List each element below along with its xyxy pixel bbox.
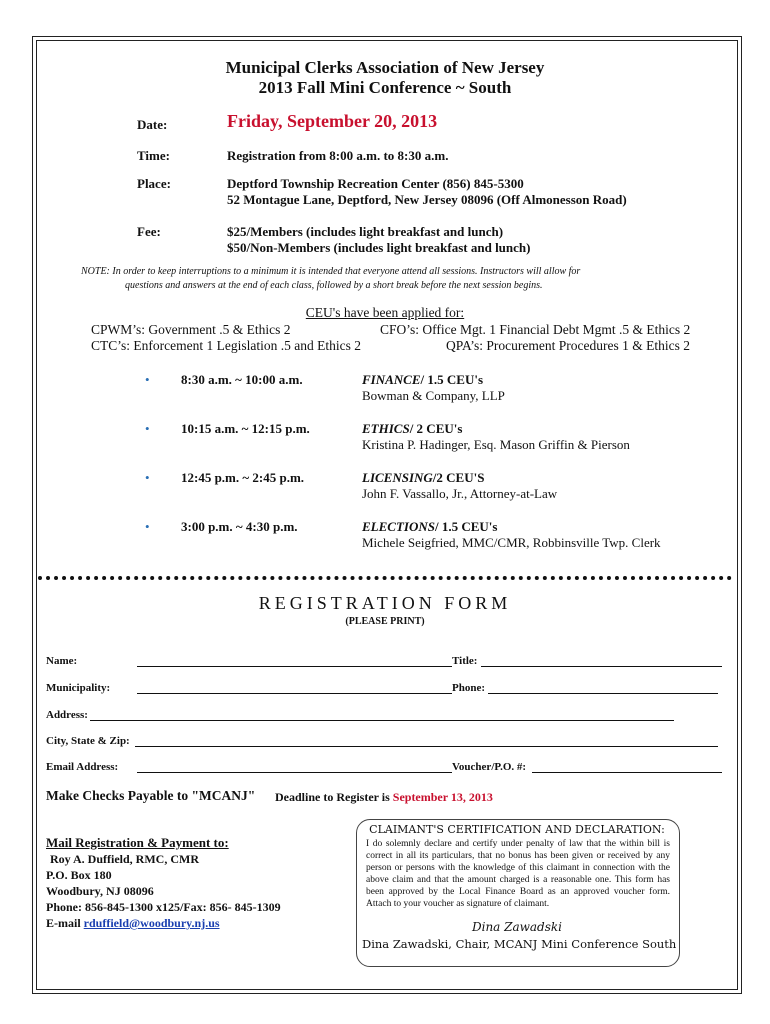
ceu-cfo: CFO’s: Office Mgt. 1 Financial Debt Mgmt .5 & Ethics 2 (380, 322, 691, 337)
claimant-text: I do solemnly declare and certify under penalty of law that the within bill is correct in all its particulars, that no bonus has been given or received by any person or persons with the knowledge of this claimant in connection with the above claim and that the amount charged is a reasonable one. This form has been approved by the Local Finance Board as an approved voucher form. Attach to your voucher as signature of claimant. (366, 839, 670, 909)
place-line-1: Deptford Township Recreation Center (856) 845-5300 (227, 176, 524, 191)
date-value: Friday, September 20, 2013 (227, 111, 438, 131)
bullet-icon: • (145, 519, 150, 534)
fee-line-1: $25/Members (includes light breakfast and lunch) (227, 224, 504, 239)
session-time: 3:00 p.m. ~ 4:30 p.m. (181, 519, 298, 534)
ceu-cpwm: CPWM’s: Government .5 & Ethics 2 (91, 322, 291, 337)
deadline-prefix: Deadline to Register is (275, 790, 390, 804)
claimant-title: CLAIMANT'S CERTIFICATION AND DECLARATION: (369, 823, 665, 836)
phone-field[interactable] (488, 693, 718, 694)
mail-pobox: P.O. Box 180 (46, 868, 112, 882)
claimant-signer: Dina Zawadski, Chair, MCANJ Mini Conference South (362, 937, 677, 951)
session-title (362, 519, 497, 535)
date-label: Date: (137, 117, 168, 132)
bullet-icon: • (145, 421, 150, 436)
checks-payable: Make Checks Payable to "MCANJ" (46, 788, 256, 803)
mail-phone: Phone: 856-845-1300 x125/Fax: 856- 845-1309 (46, 900, 281, 914)
session-credits: / 1.5 CEU's (434, 519, 498, 534)
deadline-date: September 13, 2013 (392, 790, 493, 804)
session-time: 12:45 p.m. ~ 2:45 p.m. (181, 470, 305, 485)
session-title (362, 470, 484, 486)
time-value: Registration from 8:00 a.m. to 8:30 a.m. (227, 148, 449, 163)
voucher-field[interactable] (532, 772, 722, 773)
mail-name: Roy A. Duffield, RMC, CMR (50, 852, 199, 866)
session-subject: LICENSING (362, 470, 433, 485)
ceu-qpa: QPA’s: Procurement Procedures 1 & Ethics 2 (446, 338, 690, 353)
session-instructor: Kristina P. Hadinger, Esq. Mason Griffin & Pierson (362, 437, 630, 452)
session-subject: ETHICS (362, 421, 410, 436)
name-label: Name: (46, 655, 78, 667)
mail-city: Woodbury, NJ 08096 (46, 884, 154, 898)
claimant-signature: Dina Zawadski (471, 920, 563, 934)
session-instructor: John F. Vassallo, Jr., Attorney-at-Law (362, 486, 558, 501)
title-line-2: 2013 Fall Mini Conference ~ South (258, 78, 512, 97)
dotted-separator (38, 576, 732, 580)
ceu-heading: CEU's have been applied for: (305, 305, 465, 320)
note-line-1: NOTE: In order to keep interruptions to a minimum it is intended that everyone attend all sessions. Instructors will allow for (81, 266, 581, 277)
title-label: Title: (452, 655, 478, 667)
mail-heading: Mail Registration & Payment to: (46, 835, 229, 850)
bullet-icon: • (145, 372, 150, 387)
municipality-field[interactable] (137, 693, 452, 694)
fee-label: Fee: (137, 224, 161, 239)
phone-label: Phone: (452, 682, 485, 694)
session-instructor: Michele Seigfried, MMC/CMR, Robbinsville Twp. Clerk (362, 535, 661, 550)
email-address-field[interactable] (137, 772, 452, 773)
time-label: Time: (137, 148, 170, 163)
mail-email (46, 916, 220, 931)
note-line-2: questions and answers at the end of each class, followed by a short break before the next session begins. (125, 280, 543, 291)
city-state-zip-field[interactable] (135, 746, 718, 747)
place-label: Place: (137, 176, 171, 191)
city-state-zip-label: City, State & Zip: (46, 735, 130, 747)
ceu-ctc: CTC’s: Enforcement 1 Legislation .5 and Ethics 2 (91, 338, 361, 353)
session-time: 8:30 a.m. ~ 10:00 a.m. (181, 372, 303, 387)
mail-email-prefix: E-mail (46, 916, 81, 930)
voucher-label: Voucher/P.O. #: (452, 761, 527, 773)
name-field[interactable] (137, 666, 452, 667)
municipality-label: Municipality: (46, 682, 111, 694)
bullet-icon: • (145, 470, 150, 485)
session-credits: /2 CEU'S (432, 470, 485, 485)
email-link[interactable]: rduffield@woodbury.nj.us (83, 916, 220, 930)
session-time: 10:15 a.m. ~ 12:15 p.m. (181, 421, 310, 436)
deadline (275, 790, 493, 805)
place-line-2: 52 Montague Lane, Deptford, New Jersey 08096 (Off Almonesson Road) (227, 192, 627, 207)
email-address-label: Email Address: (46, 761, 119, 773)
fee-line-2: $50/Non-Members (includes light breakfast and lunch) (227, 240, 531, 255)
session-credits: / 1.5 CEU's (420, 372, 484, 387)
registration-subheading: (PLEASE PRINT) (345, 616, 425, 627)
address-label: Address: (46, 709, 88, 721)
session-credits: / 2 CEU's (409, 421, 463, 436)
session-title (362, 421, 462, 437)
session-title (362, 372, 483, 388)
session-instructor: Bowman & Company, LLP (362, 388, 505, 403)
session-subject: FINANCE (362, 372, 421, 387)
session-subject: ELECTIONS (362, 519, 435, 534)
registration-heading: REGISTRATION FORM (258, 593, 512, 613)
title-line-1: Municipal Clerks Association of New Jersey (225, 58, 545, 77)
title-field[interactable] (481, 666, 722, 667)
address-field[interactable] (90, 720, 674, 721)
